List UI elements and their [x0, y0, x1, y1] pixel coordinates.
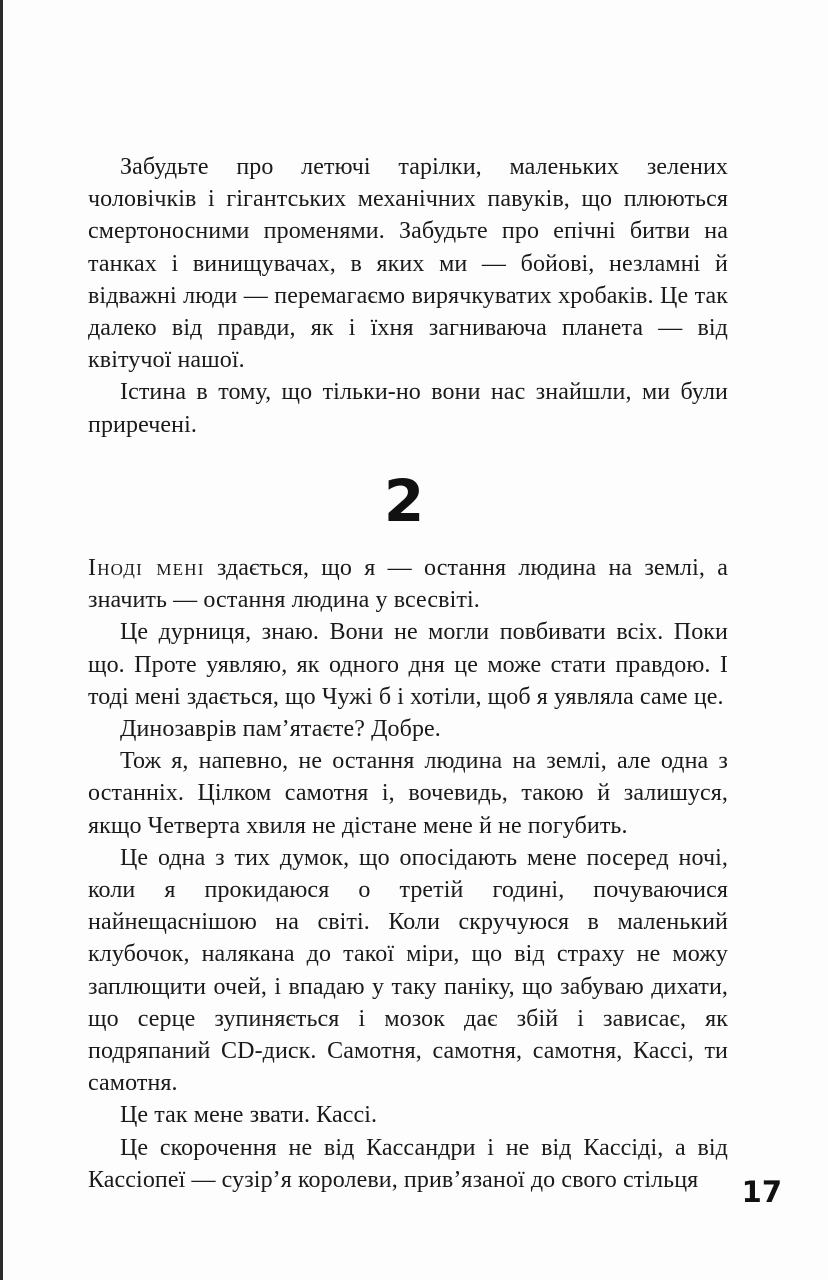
chapter-number: 2: [383, 467, 425, 535]
chapter-body: [88, 552, 728, 1196]
section-intro: [88, 151, 728, 441]
intro-paragraph-1: Забудьте про летючі тарілки, маленьких зелених чоловічків і гігантських механічних павуків, що плюються смертоносними променями. Забудьте про епічні битви на танках і винищувачах, в яких ми — бойові, незламні й відважні люди — перемагаємо вирячкуватих хробаків. Це так далеко від правди, як і їхня загниваюча планета — від квітучої нашої.: [88, 154, 728, 374]
chapter-paragraph-5: Це так мене звати. Кассі.: [120, 1102, 378, 1129]
chapter-opening-text: здається, що я — остання людина на землі, а значить — остання людина у всесвіті.: [88, 555, 728, 614]
chapter-paragraph-6: Це скорочення не від Кассандри і не від Кассіді, а від Кассіопеї — сузір’я королеви, прив’язаної до свого стільця: [88, 1134, 728, 1193]
chapter-lead-in: Іноді мені: [88, 555, 205, 581]
intro-paragraph-2: Істина в тому, що тільки-но вони нас знайшли, ми були приречені.: [88, 379, 728, 438]
chapter-paragraph-4: Це одна з тих думок, що опосідають мене посеред ночі, коли я прокидаюся о третій годині, почуваючися найнещаснішою на світі. Коли скручуюся в маленький клубочок, налякана до такої міри, що від страху не можу заплющити очей, і впадаю у таку паніку, що забуваю дихати, що серце зупиняється і мозок дає збій і зависає, як подряпаний CD-диск. Самотня, самотня, самотня, Кассі, ти самотня.: [88, 844, 728, 1097]
chapter-paragraph-2: Динозаврів пам’ятаєте? Добре.: [120, 716, 441, 743]
chapter-paragraph-1: Це дурниця, знаю. Вони не могли повбивати всіх. Поки що. Проте уявляю, як одного дня це може стати правдою. І тоді мені здається, що Чужі б і хотіли, щоб я уявляла саме це.: [88, 619, 728, 710]
page-edge-shadow: [0, 0, 3, 1280]
page-number: 17: [741, 1175, 782, 1209]
chapter-opening-paragraph: [88, 552, 728, 616]
chapter-paragraph-3: Тож я, напевно, не остання людина на землі, але одна з останніх. Цілком самотня і, вочевидь, такою й залишуся, якщо Четверта хвиля не дістане мене й не погубить.: [88, 748, 728, 839]
